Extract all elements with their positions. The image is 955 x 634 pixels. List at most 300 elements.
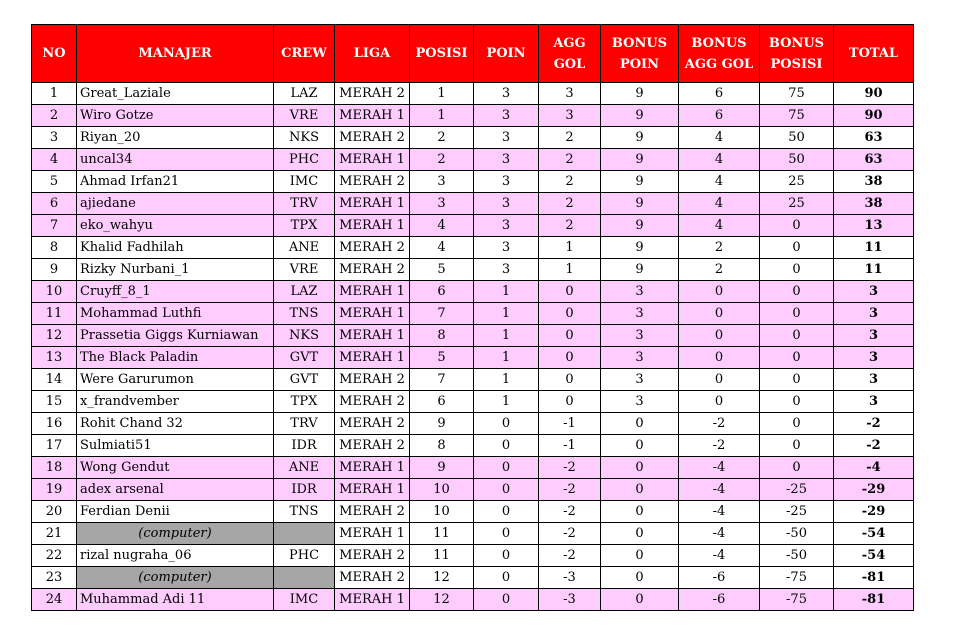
cell-bonus-agg-gol: 0 (679, 281, 760, 303)
table-row (32, 391, 914, 413)
cell-manajer: Great_Laziale (77, 83, 274, 105)
cell-poin: 0 (474, 413, 539, 435)
cell-no: 15 (32, 391, 77, 413)
cell-agg-gol: -2 (539, 457, 601, 479)
cell-agg-gol: -1 (539, 413, 601, 435)
cell-total: -29 (834, 479, 914, 501)
cell-bonus-posisi: 25 (760, 171, 834, 193)
table-row (32, 105, 914, 127)
cell-posisi: 6 (410, 281, 474, 303)
header-total: TOTAL (834, 25, 914, 83)
cell-crew: ANE (274, 457, 335, 479)
cell-manajer: Ahmad Irfan21 (77, 171, 274, 193)
cell-manajer: Rizky Nurbani_1 (77, 259, 274, 281)
cell-bonus-poin: 9 (601, 171, 679, 193)
table-header (32, 25, 914, 83)
cell-bonus-agg-gol: 0 (679, 325, 760, 347)
cell-bonus-agg-gol: 4 (679, 149, 760, 171)
cell-liga: MERAH 1 (335, 149, 410, 171)
cell-manajer: adex arsenal (77, 479, 274, 501)
cell-crew: IDR (274, 479, 335, 501)
cell-poin: 3 (474, 83, 539, 105)
cell-liga: MERAH 2 (335, 391, 410, 413)
cell-agg-gol: 3 (539, 83, 601, 105)
cell-agg-gol: -3 (539, 567, 601, 589)
header-agg-gol (539, 25, 601, 83)
header-agg-gol-line2: GOL (553, 56, 586, 72)
cell-poin: 0 (474, 435, 539, 457)
cell-posisi: 5 (410, 347, 474, 369)
cell-crew: TPX (274, 215, 335, 237)
table-row (32, 259, 914, 281)
cell-manajer: x_frandvember (77, 391, 274, 413)
cell-agg-gol: 0 (539, 303, 601, 325)
cell-bonus-poin: 3 (601, 281, 679, 303)
header-bonus-poin-line1: BONUS (611, 35, 668, 51)
cell-liga: MERAH 2 (335, 127, 410, 149)
cell-agg-gol: 0 (539, 325, 601, 347)
cell-crew: GVT (274, 347, 335, 369)
cell-bonus-agg-gol: 2 (679, 259, 760, 281)
cell-crew: IMC (274, 171, 335, 193)
cell-bonus-agg-gol: 6 (679, 105, 760, 127)
cell-total: -2 (834, 413, 914, 435)
header-bonus-posisi (760, 25, 834, 83)
cell-bonus-posisi: 0 (760, 281, 834, 303)
cell-poin: 0 (474, 479, 539, 501)
cell-manajer: rizal nugraha_06 (77, 545, 274, 567)
cell-bonus-agg-gol: -4 (679, 479, 760, 501)
cell-posisi: 8 (410, 435, 474, 457)
cell-manajer: Cruyff_8_1 (77, 281, 274, 303)
cell-agg-gol: -2 (539, 479, 601, 501)
cell-posisi: 9 (410, 413, 474, 435)
cell-bonus-agg-gol: -4 (679, 545, 760, 567)
header-bonus-posisi-line2: POSISI (770, 56, 823, 72)
cell-posisi: 12 (410, 589, 474, 611)
header-bonus-poin (601, 25, 679, 83)
cell-bonus-posisi: 0 (760, 325, 834, 347)
cell-no: 22 (32, 545, 77, 567)
cell-poin: 3 (474, 171, 539, 193)
header-posisi: POSISI (410, 25, 474, 83)
cell-no: 8 (32, 237, 77, 259)
cell-bonus-poin: 0 (601, 523, 679, 545)
cell-bonus-poin: 9 (601, 237, 679, 259)
cell-bonus-posisi: 0 (760, 413, 834, 435)
cell-total: 3 (834, 281, 914, 303)
cell-posisi: 11 (410, 523, 474, 545)
cell-manajer: Were Garurumon (77, 369, 274, 391)
cell-crew: LAZ (274, 83, 335, 105)
cell-total: 11 (834, 259, 914, 281)
cell-manajer: (computer) (77, 523, 274, 545)
cell-total: -29 (834, 501, 914, 523)
cell-no: 12 (32, 325, 77, 347)
cell-no: 24 (32, 589, 77, 611)
cell-posisi: 2 (410, 127, 474, 149)
cell-posisi: 12 (410, 567, 474, 589)
cell-posisi: 4 (410, 215, 474, 237)
header-bonus-agg-gol (679, 25, 760, 83)
table-row (32, 435, 914, 457)
cell-manajer: Mohammad Luthfi (77, 303, 274, 325)
cell-bonus-posisi: 50 (760, 127, 834, 149)
cell-crew: NKS (274, 127, 335, 149)
cell-liga: MERAH 2 (335, 545, 410, 567)
cell-crew: ANE (274, 237, 335, 259)
cell-posisi: 3 (410, 193, 474, 215)
cell-bonus-poin: 9 (601, 127, 679, 149)
cell-total: -54 (834, 523, 914, 545)
cell-posisi: 9 (410, 457, 474, 479)
cell-liga: MERAH 1 (335, 281, 410, 303)
cell-manajer: ajiedane (77, 193, 274, 215)
cell-bonus-posisi: 0 (760, 303, 834, 325)
cell-agg-gol: -2 (539, 501, 601, 523)
cell-bonus-agg-gol: 4 (679, 171, 760, 193)
cell-agg-gol: 2 (539, 215, 601, 237)
header-liga: LIGA (335, 25, 410, 83)
cell-no: 18 (32, 457, 77, 479)
cell-bonus-poin: 9 (601, 149, 679, 171)
cell-liga: MERAH 2 (335, 83, 410, 105)
cell-crew: PHC (274, 149, 335, 171)
header-bonus-posisi-line1: BONUS (768, 35, 825, 51)
cell-poin: 0 (474, 589, 539, 611)
cell-liga: MERAH 2 (335, 435, 410, 457)
cell-total: 3 (834, 369, 914, 391)
cell-no: 19 (32, 479, 77, 501)
table-row (32, 83, 914, 105)
cell-bonus-posisi: 0 (760, 369, 834, 391)
cell-bonus-posisi: 0 (760, 457, 834, 479)
cell-poin: 1 (474, 325, 539, 347)
cell-total: 3 (834, 303, 914, 325)
table-row (32, 303, 914, 325)
table-row (32, 567, 914, 589)
cell-total: -2 (834, 435, 914, 457)
cell-total: -81 (834, 589, 914, 611)
cell-bonus-poin: 3 (601, 325, 679, 347)
cell-bonus-posisi: -75 (760, 589, 834, 611)
cell-liga: MERAH 1 (335, 303, 410, 325)
cell-bonus-posisi: 0 (760, 391, 834, 413)
cell-bonus-poin: 3 (601, 369, 679, 391)
cell-manajer: Sulmiati51 (77, 435, 274, 457)
cell-bonus-poin: 9 (601, 105, 679, 127)
cell-poin: 3 (474, 259, 539, 281)
cell-total: 90 (834, 105, 914, 127)
cell-agg-gol: 2 (539, 171, 601, 193)
cell-bonus-agg-gol: 6 (679, 83, 760, 105)
cell-liga: MERAH 1 (335, 479, 410, 501)
cell-bonus-posisi: -25 (760, 479, 834, 501)
cell-agg-gol: 1 (539, 237, 601, 259)
cell-bonus-poin: 3 (601, 391, 679, 413)
cell-manajer: Ferdian Denii (77, 501, 274, 523)
table-row (32, 457, 914, 479)
cell-crew: TPX (274, 391, 335, 413)
cell-bonus-poin: 3 (601, 347, 679, 369)
cell-liga: MERAH 1 (335, 193, 410, 215)
cell-agg-gol: -1 (539, 435, 601, 457)
cell-liga: MERAH 1 (335, 589, 410, 611)
cell-poin: 3 (474, 237, 539, 259)
cell-crew (274, 523, 335, 545)
cell-posisi: 8 (410, 325, 474, 347)
cell-poin: 3 (474, 193, 539, 215)
cell-manajer: Wiro Gotze (77, 105, 274, 127)
cell-no: 10 (32, 281, 77, 303)
cell-no: 9 (32, 259, 77, 281)
cell-poin: 3 (474, 215, 539, 237)
cell-bonus-agg-gol: -4 (679, 523, 760, 545)
cell-posisi: 1 (410, 83, 474, 105)
cell-posisi: 2 (410, 149, 474, 171)
cell-no: 14 (32, 369, 77, 391)
cell-bonus-agg-gol: -4 (679, 457, 760, 479)
cell-bonus-poin: 9 (601, 193, 679, 215)
cell-bonus-posisi: 0 (760, 259, 834, 281)
cell-poin: 3 (474, 105, 539, 127)
cell-bonus-agg-gol: 4 (679, 127, 760, 149)
cell-agg-gol: 0 (539, 391, 601, 413)
cell-bonus-poin: 0 (601, 413, 679, 435)
header-bonus-agg-gol-line2: AGG GOL (684, 56, 754, 72)
cell-bonus-posisi: 0 (760, 237, 834, 259)
cell-posisi: 10 (410, 501, 474, 523)
cell-total: 11 (834, 237, 914, 259)
header-bonus-poin-line2: POIN (619, 56, 660, 72)
cell-poin: 1 (474, 303, 539, 325)
cell-total: 13 (834, 215, 914, 237)
cell-bonus-poin: 9 (601, 83, 679, 105)
cell-bonus-agg-gol: 0 (679, 303, 760, 325)
cell-poin: 0 (474, 545, 539, 567)
cell-liga: MERAH 1 (335, 215, 410, 237)
cell-liga: MERAH 1 (335, 105, 410, 127)
cell-crew: TNS (274, 303, 335, 325)
cell-bonus-posisi: 25 (760, 193, 834, 215)
cell-total: 63 (834, 127, 914, 149)
cell-bonus-agg-gol: 4 (679, 215, 760, 237)
cell-bonus-poin: 3 (601, 303, 679, 325)
cell-liga: MERAH 1 (335, 457, 410, 479)
cell-manajer: The Black Paladin (77, 347, 274, 369)
cell-manajer: Khalid Fadhilah (77, 237, 274, 259)
cell-agg-gol: 0 (539, 347, 601, 369)
cell-liga: MERAH 2 (335, 413, 410, 435)
cell-bonus-poin: 0 (601, 567, 679, 589)
cell-crew: TRV (274, 193, 335, 215)
cell-posisi: 3 (410, 171, 474, 193)
cell-bonus-agg-gol: -6 (679, 567, 760, 589)
header-no: NO (32, 25, 77, 83)
table-row (32, 545, 914, 567)
cell-bonus-agg-gol: -4 (679, 501, 760, 523)
cell-total: 3 (834, 325, 914, 347)
cell-bonus-posisi: -50 (760, 523, 834, 545)
cell-liga: MERAH 1 (335, 325, 410, 347)
cell-no: 16 (32, 413, 77, 435)
header-bonus-agg-gol-line1: BONUS (691, 35, 747, 51)
cell-crew: LAZ (274, 281, 335, 303)
cell-poin: 1 (474, 391, 539, 413)
table-row (32, 501, 914, 523)
table-row (32, 413, 914, 435)
cell-no: 2 (32, 105, 77, 127)
table-row (32, 523, 914, 545)
cell-liga: MERAH 1 (335, 347, 410, 369)
header-crew: CREW (274, 25, 335, 83)
table-row (32, 127, 914, 149)
cell-total: 63 (834, 149, 914, 171)
table-row (32, 589, 914, 611)
cell-bonus-poin: 0 (601, 457, 679, 479)
table-row (32, 215, 914, 237)
cell-bonus-poin: 9 (601, 215, 679, 237)
cell-no: 4 (32, 149, 77, 171)
cell-liga: MERAH 2 (335, 369, 410, 391)
cell-posisi: 4 (410, 237, 474, 259)
cell-bonus-agg-gol: 0 (679, 369, 760, 391)
cell-crew: GVT (274, 369, 335, 391)
cell-poin: 0 (474, 523, 539, 545)
cell-no: 1 (32, 83, 77, 105)
cell-total: 38 (834, 193, 914, 215)
cell-manajer: uncal34 (77, 149, 274, 171)
cell-bonus-posisi: 75 (760, 105, 834, 127)
cell-liga: MERAH 2 (335, 237, 410, 259)
cell-no: 5 (32, 171, 77, 193)
cell-agg-gol: 2 (539, 149, 601, 171)
header-agg-gol-line1: AGG (553, 35, 586, 51)
cell-manajer: Wong Gendut (77, 457, 274, 479)
cell-posisi: 10 (410, 479, 474, 501)
cell-crew: TRV (274, 413, 335, 435)
cell-liga: MERAH 2 (335, 259, 410, 281)
header-poin: POIN (474, 25, 539, 83)
cell-crew: IDR (274, 435, 335, 457)
table-row (32, 171, 914, 193)
cell-crew: PHC (274, 545, 335, 567)
cell-poin: 1 (474, 347, 539, 369)
table-row (32, 325, 914, 347)
header-manajer: MANAJER (77, 25, 274, 83)
cell-no: 20 (32, 501, 77, 523)
cell-total: -54 (834, 545, 914, 567)
table-body (32, 83, 914, 611)
cell-no: 21 (32, 523, 77, 545)
cell-bonus-posisi: 0 (760, 215, 834, 237)
cell-bonus-poin: 0 (601, 435, 679, 457)
standings-table-wrapper (31, 24, 914, 611)
cell-bonus-agg-gol: -2 (679, 435, 760, 457)
cell-manajer: eko_wahyu (77, 215, 274, 237)
cell-agg-gol: 2 (539, 127, 601, 149)
cell-bonus-agg-gol: 2 (679, 237, 760, 259)
cell-poin: 1 (474, 369, 539, 391)
cell-crew: VRE (274, 105, 335, 127)
cell-bonus-posisi: -25 (760, 501, 834, 523)
standings-table (31, 24, 914, 611)
cell-liga: MERAH 2 (335, 171, 410, 193)
table-row (32, 281, 914, 303)
cell-total: 90 (834, 83, 914, 105)
cell-manajer: Prassetia Giggs Kurniawan (77, 325, 274, 347)
table-row (32, 347, 914, 369)
cell-liga: MERAH 2 (335, 501, 410, 523)
cell-poin: 0 (474, 501, 539, 523)
cell-liga: MERAH 2 (335, 567, 410, 589)
cell-bonus-posisi: 75 (760, 83, 834, 105)
cell-agg-gol: 0 (539, 369, 601, 391)
cell-bonus-agg-gol: 4 (679, 193, 760, 215)
cell-posisi: 7 (410, 369, 474, 391)
cell-posisi: 1 (410, 105, 474, 127)
cell-no: 3 (32, 127, 77, 149)
table-row (32, 479, 914, 501)
cell-bonus-posisi: -75 (760, 567, 834, 589)
cell-manajer: (computer) (77, 567, 274, 589)
cell-bonus-agg-gol: -6 (679, 589, 760, 611)
cell-bonus-poin: 0 (601, 589, 679, 611)
cell-crew: VRE (274, 259, 335, 281)
cell-bonus-posisi: 50 (760, 149, 834, 171)
cell-bonus-poin: 9 (601, 259, 679, 281)
header-row (32, 25, 914, 83)
table-row (32, 149, 914, 171)
cell-bonus-agg-gol: 0 (679, 391, 760, 413)
cell-total: 3 (834, 391, 914, 413)
cell-bonus-agg-gol: 0 (679, 347, 760, 369)
cell-total: 3 (834, 347, 914, 369)
cell-posisi: 6 (410, 391, 474, 413)
cell-posisi: 5 (410, 259, 474, 281)
cell-manajer: Riyan_20 (77, 127, 274, 149)
cell-bonus-poin: 0 (601, 501, 679, 523)
cell-manajer: Rohit Chand 32 (77, 413, 274, 435)
cell-crew: TNS (274, 501, 335, 523)
cell-posisi: 7 (410, 303, 474, 325)
table-row (32, 237, 914, 259)
cell-agg-gol: 2 (539, 193, 601, 215)
cell-no: 23 (32, 567, 77, 589)
cell-poin: 0 (474, 567, 539, 589)
cell-bonus-poin: 0 (601, 545, 679, 567)
cell-crew: IMC (274, 589, 335, 611)
cell-poin: 3 (474, 149, 539, 171)
table-row (32, 369, 914, 391)
cell-posisi: 11 (410, 545, 474, 567)
cell-bonus-posisi: 0 (760, 435, 834, 457)
cell-total: -4 (834, 457, 914, 479)
cell-no: 13 (32, 347, 77, 369)
cell-no: 17 (32, 435, 77, 457)
cell-total: 38 (834, 171, 914, 193)
cell-poin: 0 (474, 457, 539, 479)
cell-poin: 1 (474, 281, 539, 303)
cell-bonus-posisi: 0 (760, 347, 834, 369)
cell-crew (274, 567, 335, 589)
cell-crew: NKS (274, 325, 335, 347)
cell-no: 11 (32, 303, 77, 325)
cell-no: 7 (32, 215, 77, 237)
cell-agg-gol: -3 (539, 589, 601, 611)
cell-poin: 3 (474, 127, 539, 149)
cell-agg-gol: 0 (539, 281, 601, 303)
